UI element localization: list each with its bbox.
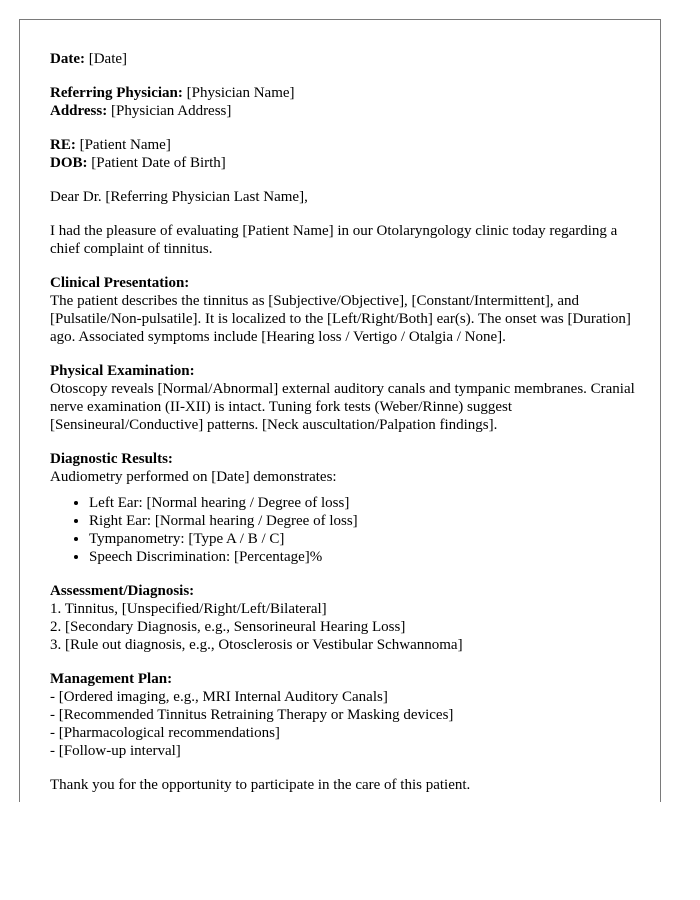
diagnostic-results-section [50, 450, 640, 566]
diagnostic-results-list [50, 494, 640, 566]
dob-value: [Patient Date of Birth] [91, 155, 226, 171]
date-line [50, 50, 640, 68]
list-item: - [Recommended Tinnitus Retraining Therapy or Masking devices] [50, 707, 454, 723]
diagnostic-results-heading-text: Diagnostic Results: [50, 451, 173, 467]
referring-block [50, 84, 640, 120]
address-line [50, 102, 640, 120]
patient-block [50, 136, 640, 172]
list-item: - [Ordered imaging, e.g., MRI Internal Auditory Canals] [50, 689, 388, 705]
date-block [50, 50, 640, 68]
assessment-heading-text: Assessment/Diagnosis: [50, 583, 195, 599]
management-heading-text: Management Plan: [50, 671, 173, 687]
diagnostic-results-text: Audiometry performed on [Date] demonstrates: [50, 469, 337, 485]
list-item: - [Follow-up interval] [50, 743, 181, 759]
referring-physician-label: Referring Physician: [50, 85, 183, 101]
re-label: RE: [50, 137, 76, 153]
dob-line [50, 154, 640, 172]
list-item: - [Pharmacological recommendations] [50, 725, 280, 741]
letter-page [19, 19, 661, 802]
address-label: Address: [50, 103, 108, 119]
assessment-section [50, 582, 640, 654]
referring-physician-line [50, 84, 640, 102]
physical-examination-text: Otoscopy reveals [Normal/Abnormal] external auditory canals and tympanic membranes. Cranial nerve examination (II-XII) is intact. Tuning fork tests (Weber/Rinne) suggest [Sensineural/Conductive] patterns. [Neck auscultation/Palpation findings]. [50, 381, 635, 433]
clinical-presentation-section [50, 274, 640, 346]
list-item: 3. [Rule out diagnosis, e.g., Otosclerosis or Vestibular Schwannoma] [50, 637, 463, 653]
physical-examination-heading [50, 362, 640, 380]
physical-examination-heading-text: Physical Examination: [50, 363, 195, 379]
re-value: [Patient Name] [79, 137, 171, 153]
list-item: 2. [Secondary Diagnosis, e.g., Sensorineural Hearing Loss] [50, 619, 406, 635]
intro-paragraph: I had the pleasure of evaluating [Patient Name] in our Otolaryngology clinic today regarding a chief complaint of tinnitus. [50, 223, 618, 257]
assessment-heading [50, 582, 640, 600]
diagnostic-results-heading [50, 450, 640, 468]
closing-paragraph: Thank you for the opportunity to participate in the care of this patient. [50, 777, 471, 793]
list-item: • Left Ear: [Normal hearing / Degree of loss] [89, 494, 640, 512]
list-item: 1. Tinnitus, [Unspecified/Right/Left/Bilateral] [50, 601, 327, 617]
management-section [50, 670, 640, 760]
clinical-presentation-text: The patient describes the tinnitus as [Subjective/Objective], [Constant/Intermittent], and [Pulsatile/Non-pulsatile]. It is localized to the [Left/Right/Both] ear(s). The onset was [Duration] ago. Associated symptoms include [Hearing loss / Vertigo / Otalgia / None]. [50, 293, 631, 345]
address-value: [Physician Address] [110, 103, 232, 119]
date-value: [Date] [88, 51, 128, 67]
re-line [50, 136, 640, 154]
clinical-presentation-heading-text: Clinical Presentation: [50, 275, 190, 291]
date-label: Date: [50, 51, 85, 67]
list-item: • Tympanometry: [Type A / B / C] [89, 530, 640, 548]
clinical-presentation-heading [50, 274, 640, 292]
dob-label: DOB: [50, 155, 88, 171]
management-list [50, 688, 640, 760]
referring-physician-value: [Physician Name] [186, 85, 295, 101]
management-heading [50, 670, 640, 688]
physical-examination-section [50, 362, 640, 434]
list-item: • Right Ear: [Normal hearing / Degree of loss] [89, 512, 640, 530]
assessment-list [50, 600, 640, 654]
salutation: Dear Dr. [Referring Physician Last Name], [50, 189, 308, 205]
list-item: • Speech Discrimination: [Percentage]% [89, 548, 640, 566]
